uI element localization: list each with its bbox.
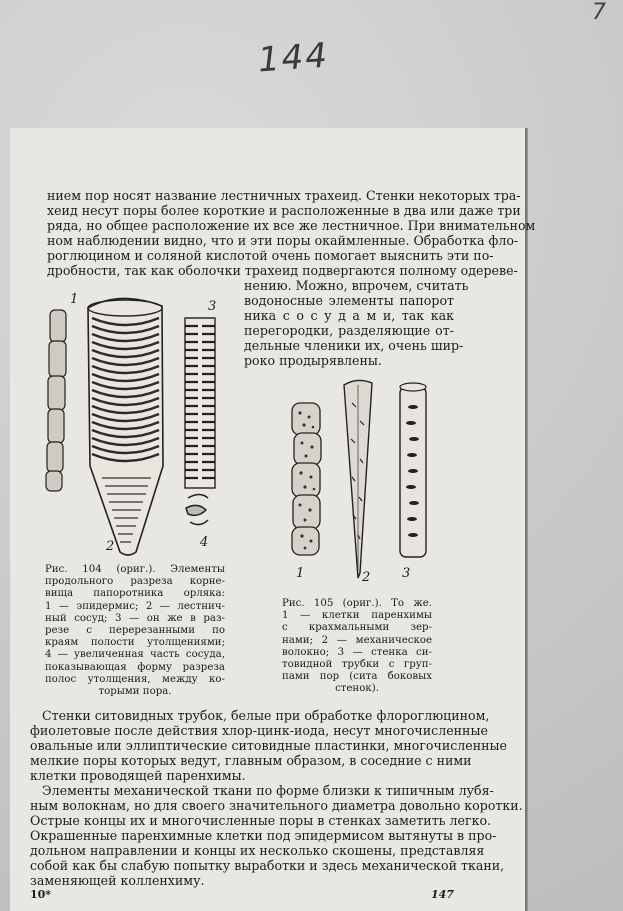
fig105-fiber xyxy=(344,380,372,578)
caption-105-line: нами; 2 — механическое xyxy=(282,634,432,646)
body-bottom-line: Острые концы их и многочисленные поры в стенках заметить легко. xyxy=(30,813,492,828)
body-bottom-line: ным волокнам, но для своего значительного диаметра довольно коротки. xyxy=(30,798,523,813)
caption-105-line: с крахмальными зер- xyxy=(282,622,432,634)
figure-104-drawing xyxy=(30,288,230,558)
figure-105-caption xyxy=(282,598,432,696)
caption-104-line: резе с перерезанными по xyxy=(45,625,225,637)
fig105-label-1: 1 xyxy=(296,566,305,581)
figure-105-drawing xyxy=(282,373,442,583)
caption-105-line: Рис. 105 (ориг.). То же. xyxy=(282,598,432,609)
body-bottom-line: клетки проводящей паренхимы. xyxy=(30,768,246,783)
caption-105-line: волокно; 3 — стенка си- xyxy=(282,646,432,658)
handwritten-corner-mark: 7 xyxy=(592,0,606,25)
body-top-line: нием пор носят название лестничных трахеид. Стенки некоторых тра- xyxy=(47,188,521,203)
caption-104-line: Рис. 104 (ориг.). Элементы xyxy=(45,564,225,575)
body-right-line: нению. Можно, впрочем, считать xyxy=(244,278,469,293)
fig105-label-2: 2 xyxy=(362,570,371,583)
caption-104-line: 4 — увеличенная часть сосуда, xyxy=(45,649,225,661)
fig105-parenchyma xyxy=(292,403,321,555)
fig104-vessel-section xyxy=(185,318,215,488)
caption-105-line: товидной трубки с груп- xyxy=(282,659,432,671)
caption-104-line: полос утолщения, между ко- xyxy=(45,673,225,685)
caption-105-line: 1 — клетки паренхимы xyxy=(282,610,432,622)
body-bottom-line: заменяющей колленхиму. xyxy=(30,873,205,888)
printer-signature: 10* xyxy=(30,888,52,901)
fig104-enlarged-part xyxy=(186,495,208,525)
caption-104-line: краям полости утолщениями; xyxy=(45,637,225,649)
body-bottom-line: мелкие поры которых ведут, главным образом, в соседние с ними xyxy=(30,753,472,768)
caption-104-line: ный сосуд; 3 — он же в раз- xyxy=(45,612,225,624)
fig104-label-1: 1 xyxy=(70,292,79,307)
body-top-line: ряда, но общее расположение их все же лестничное. При внимательном xyxy=(47,218,536,233)
body-top-line: ном наблюдении видно, что и эти поры окаймленные. Обработка фло- xyxy=(47,233,519,248)
body-bottom-line: овальные или эллиптические ситовидные пластинки, многочисленные xyxy=(30,738,507,753)
handwritten-page-number: 144 xyxy=(256,35,331,81)
fig104-vessel xyxy=(88,298,163,555)
fig105-sieve-tube xyxy=(400,383,426,557)
body-bottom-line: Элементы механической ткани по форме близки к типичным лубя- xyxy=(42,783,494,798)
fig104-label-3: 3 xyxy=(208,299,217,314)
body-bottom-line: фиолетовые после действия хлор-цинк-иода, несут многочисленные xyxy=(30,723,488,738)
body-bottom-line: собой как бы слабую попытку выработки и здесь механической ткани, xyxy=(30,858,505,873)
caption-105-line: стенок). xyxy=(335,683,379,695)
fig104-epidermis xyxy=(46,310,66,491)
fig104-label-4: 4 xyxy=(200,535,209,550)
page-number: 147 xyxy=(431,888,454,901)
body-bottom-line: дольном направлении и концы их несколько скошены, представляя xyxy=(30,843,485,858)
body-top-line: хеид несут поры более короткие и расположенные в два или даже три xyxy=(47,203,521,218)
body-right-line: дельные членики их, очень шир- xyxy=(244,338,464,353)
book-page xyxy=(10,128,536,911)
figure-104-caption xyxy=(45,564,225,698)
caption-104-line: вища папоротника орляка: xyxy=(45,588,225,600)
body-right-line: ника с о с у д а м и, так как xyxy=(244,308,454,323)
fig105-label-3: 3 xyxy=(402,566,411,581)
body-right-line: перегородки, разделяющие от- xyxy=(244,323,454,338)
caption-104-line: продольного разреза корне- xyxy=(45,576,225,588)
caption-104-line: показывающая форму разреза xyxy=(45,661,225,673)
body-bottom-line: Стенки ситовидных трубок, белые при обработке флороглюцином, xyxy=(42,708,490,723)
fig104-label-2: 2 xyxy=(106,539,115,554)
body-bottom-line: Окрашенные паренхимные клетки под эпидермисом вытянуты в про- xyxy=(30,828,497,843)
caption-104-line: 1 — эпидермис; 2 — лестнич- xyxy=(45,600,225,612)
caption-105-line: пами пор (сита боковых xyxy=(282,671,432,683)
body-top-line: дробности, так как оболочки трахеид подвергаются полному одереве- xyxy=(47,263,518,278)
body-right-line: водоносные элементы папорот xyxy=(244,293,454,308)
body-top-line: роглюцином и соляной кислотой очень помогает выяснить эти по- xyxy=(47,248,494,263)
body-right-line: роко продырявлены. xyxy=(244,353,382,368)
caption-104-line: торыми пора. xyxy=(98,686,172,698)
